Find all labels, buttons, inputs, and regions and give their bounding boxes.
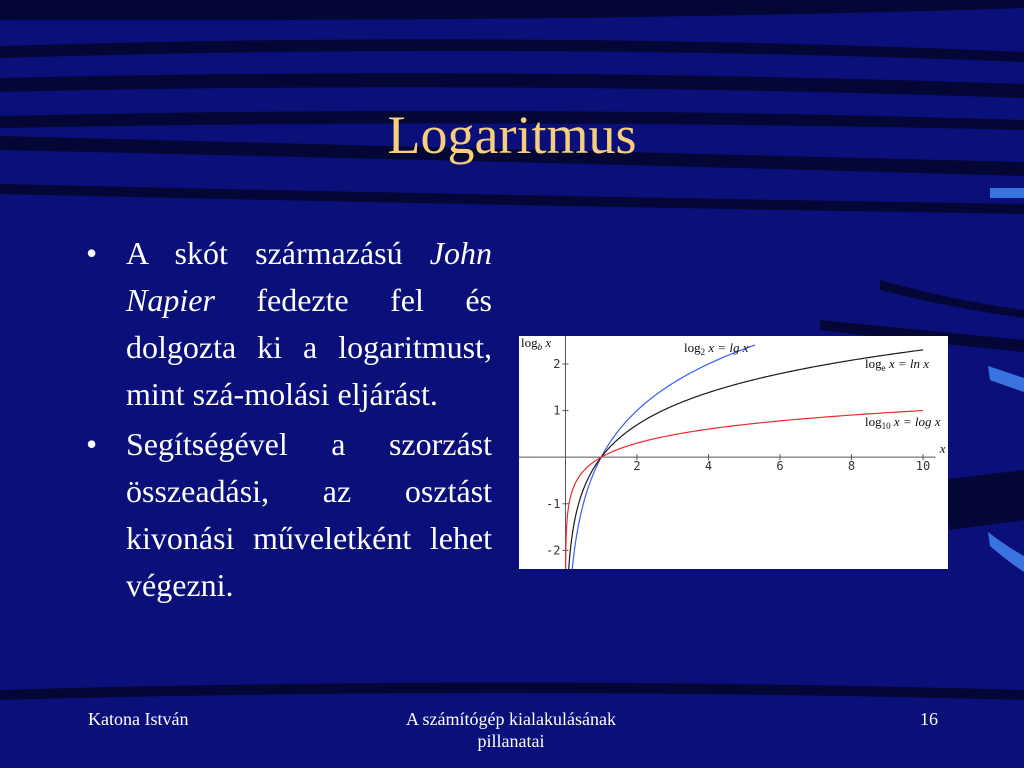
bullet-list — [86, 230, 492, 612]
slide-number: 16 — [920, 709, 938, 729]
bullet-dot: • — [86, 426, 98, 462]
y-tick-label: -1 — [546, 496, 561, 511]
curve-label: $\log_e x = \ln x$ — [865, 356, 930, 373]
log-chart — [519, 336, 948, 569]
footer-title: A számítógép kialakulásának pillanatai — [406, 709, 616, 751]
y-axis-label: $\log_b x$ — [521, 336, 552, 352]
curve-label: $\log_2 x = \lg x$ — [684, 340, 749, 357]
bg-accent — [990, 188, 1024, 198]
curve-e — [569, 350, 923, 569]
x-axis-label: x — [939, 441, 946, 457]
log-chart-panel — [519, 336, 948, 569]
y-tick-label: 1 — [553, 403, 561, 418]
x-tick-label: 6 — [776, 459, 784, 474]
y-tick-label: 2 — [553, 356, 561, 371]
x-tick-label: 4 — [704, 459, 713, 474]
bullet-item — [86, 421, 492, 609]
y-tick-label: -2 — [546, 543, 561, 558]
bullet-dot: • — [86, 235, 98, 271]
curve-label: $\log_{10} x = \log x$ — [865, 414, 941, 431]
bullet-text: fedezte fel és dolgozta ki a logaritmust, mint szá-molási eljárást. — [126, 282, 492, 412]
slide-title: Logaritmus — [387, 105, 637, 165]
x-tick-label: 2 — [633, 459, 641, 474]
curve-10 — [566, 411, 923, 569]
bullet-text: Segítségével a szorzást összeadási, az osztást kivonási műveletként lehet végezni. — [126, 426, 492, 603]
x-tick-label: 10 — [915, 459, 931, 474]
x-tick-label: 8 — [847, 459, 856, 474]
bullet-item — [86, 230, 492, 418]
bullet-emphasis: John Napier — [126, 235, 492, 318]
bg-stripe — [940, 470, 1024, 530]
bullet-text: A skót származású — [126, 235, 430, 271]
footer-author: Katona István — [88, 709, 189, 729]
